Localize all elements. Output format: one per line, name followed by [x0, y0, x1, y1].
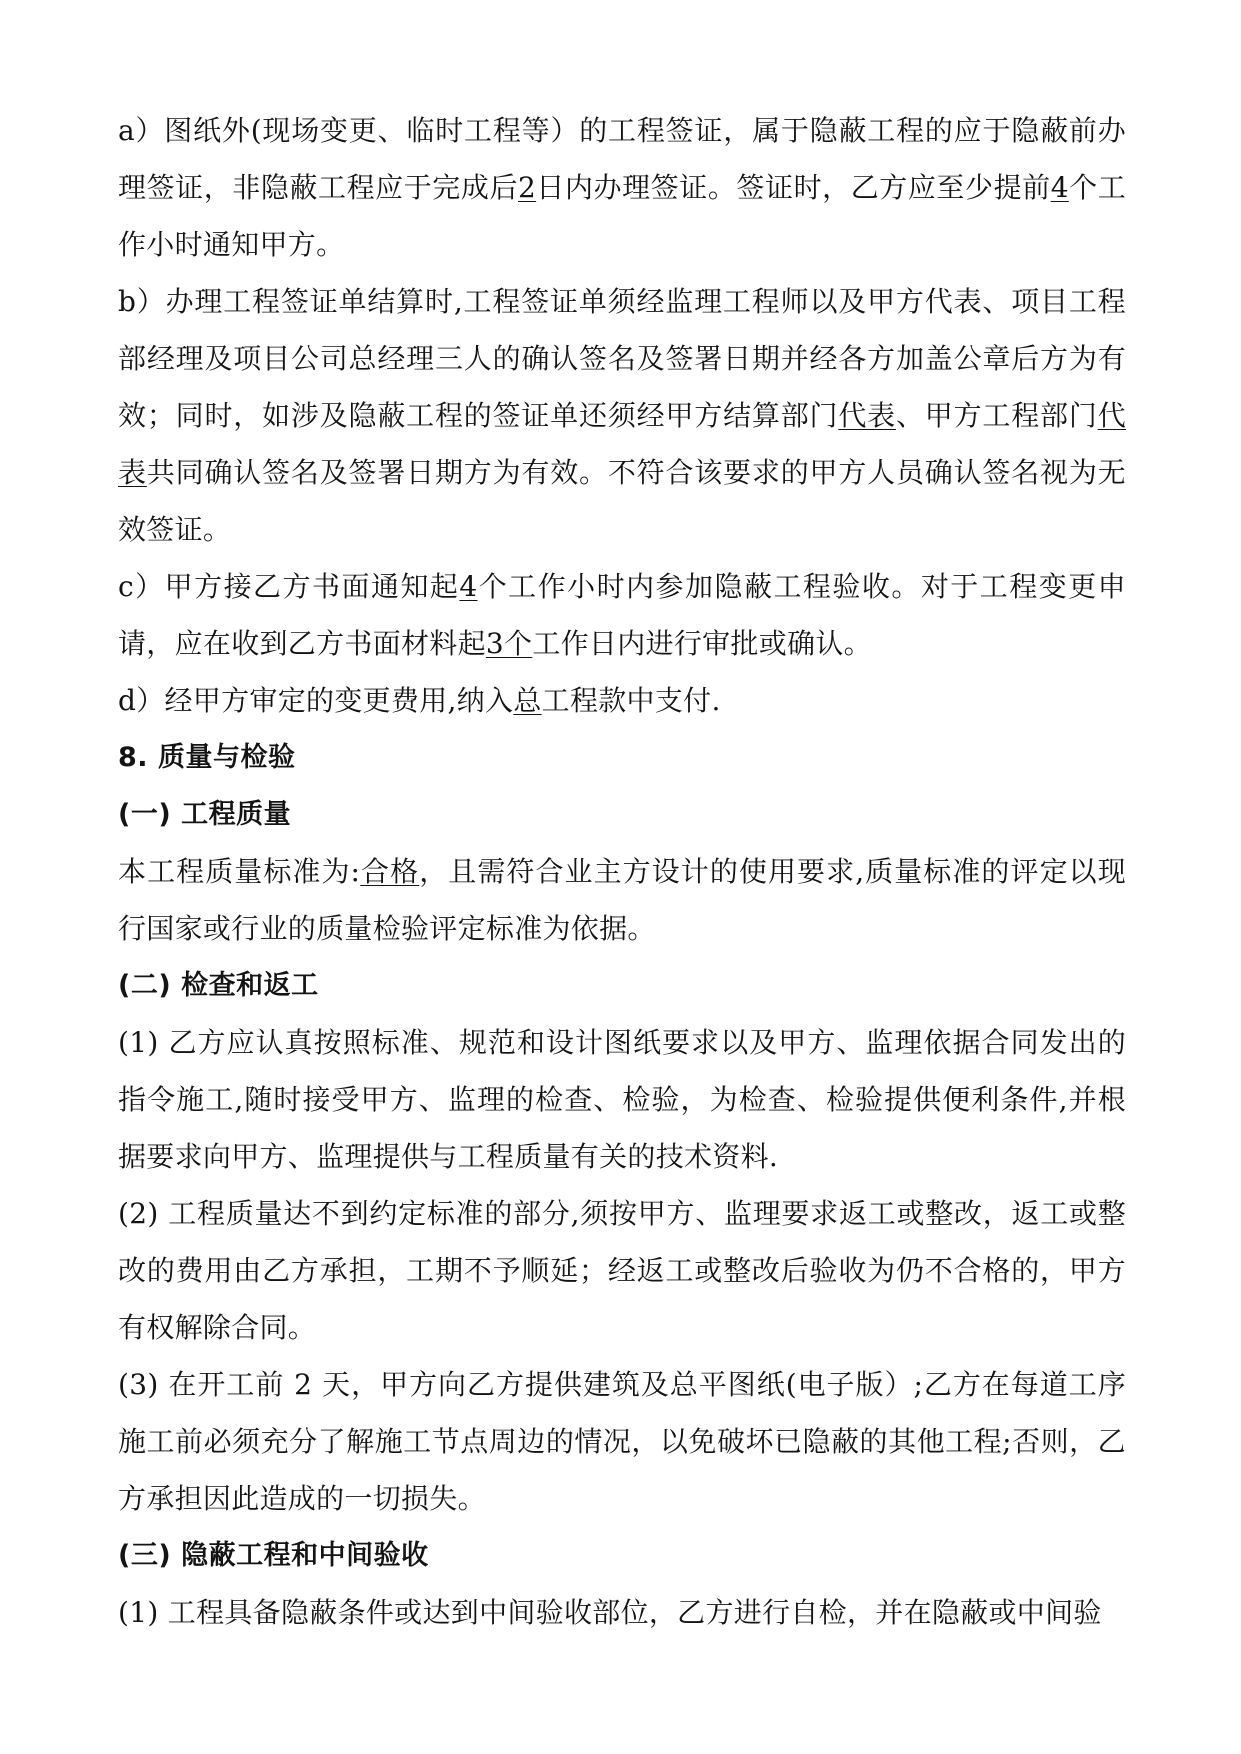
underlined-term: 合格 — [360, 855, 420, 888]
inspection-3 — [118, 1356, 1126, 1527]
text-run: d）经甲方审定的变更费用,纳入 — [118, 684, 514, 717]
underlined-term: 代表 — [118, 399, 1126, 489]
text-run: 8. 质量与检验 — [118, 742, 296, 773]
clause-7a — [118, 102, 1126, 273]
text-run: b）办理工程签证单结算时,工程签证单须经监理工程师以及甲方代表、项目工程部经理及项目公司总经理三人的确认签名及签署日期并经各方加盖公章后方为有效；同时，如涉及隐蔽工程的签证单还须经甲方结算部门 — [118, 285, 1126, 432]
text-run: 日内办理签证。签证时，乙方应至少提前 — [536, 171, 1051, 204]
text-run: 工程款中支付. — [541, 684, 721, 717]
text-run: (1) 工程具备隐蔽条件或达到中间验收部位，乙方进行自检，并在隐蔽或中间验 — [118, 1596, 1102, 1629]
clause-7b — [118, 273, 1126, 558]
text-run: a）图纸外(现场变更、临时工程等）的工程签证，属于隐蔽工程的应于隐蔽前办理签证，非隐蔽工程应于完成后 — [118, 114, 1126, 204]
underlined-term: 代表 — [838, 399, 896, 432]
document-page — [118, 102, 1126, 1641]
underlined-term: 总 — [513, 684, 542, 717]
text-run: 本工程质量标准为: — [118, 855, 361, 888]
inspection-1 — [118, 1014, 1126, 1185]
section-8-heading — [118, 729, 1126, 786]
text-run: 共同确认签名及签署日期方为有效。不符合该要求的甲方人员确认签名视为无效签证。 — [118, 456, 1126, 546]
text-run: ，且需符合业主方设计的使用要求,质量标准的评定以现行国家或行业的质量检验评定标准为依据。 — [118, 855, 1126, 945]
text-run: (2) 工程质量达不到约定标准的部分,须按甲方、监理要求返工或整改，返工或整改的费用由乙方承担，工期不予顺延；经返工或整改后验收为仍不合格的，甲方有权解除合同。 — [118, 1197, 1126, 1344]
concealed-1 — [118, 1584, 1126, 1641]
text-run: c）甲方接乙方书面通知起 — [118, 570, 460, 603]
text-run: 、甲方工程部门 — [895, 399, 1098, 432]
underlined-term: 4 — [459, 570, 478, 603]
clause-7d — [118, 672, 1126, 729]
subsection-2-heading — [118, 957, 1126, 1014]
text-run: (3) 在开工前 2 天，甲方向乙方提供建筑及总平图纸(电子版）;乙方在每道工序施工前必须充分了解施工节点周边的情况，以免破坏已隐蔽的其他工程;否则，乙方承担因此造成的一切损失。 — [118, 1368, 1126, 1515]
quality-standard — [118, 843, 1126, 957]
text-run: 个工作小时内参加隐蔽工程验收。对于工程变更申请，应在收到乙方书面材料起 — [118, 570, 1126, 660]
inspection-2 — [118, 1185, 1126, 1356]
underlined-term: 4 — [1050, 171, 1069, 204]
subsection-1-heading — [118, 786, 1126, 843]
text-run: (二) 检查和返工 — [118, 970, 319, 1001]
text-run: (1) 乙方应认真按照标准、规范和设计图纸要求以及甲方、监理依据合同发出的指令施工,随时接受甲方、监理的检查、检验，为检查、检验提供便利条件,并根据要求向甲方、监理提供与工程质量有关的技术资料. — [118, 1026, 1126, 1173]
text-run: (三) 隐蔽工程和中间验收 — [118, 1540, 429, 1571]
underlined-term: 3个 — [485, 627, 533, 660]
text-run: (一) 工程质量 — [118, 799, 292, 830]
text-run: 个工作小时通知甲方。 — [118, 171, 1126, 261]
underlined-term: 2 — [518, 171, 537, 204]
subsection-3-heading — [118, 1527, 1126, 1584]
clause-7c — [118, 558, 1126, 672]
text-run: 工作日内进行审批或确认。 — [532, 627, 872, 660]
